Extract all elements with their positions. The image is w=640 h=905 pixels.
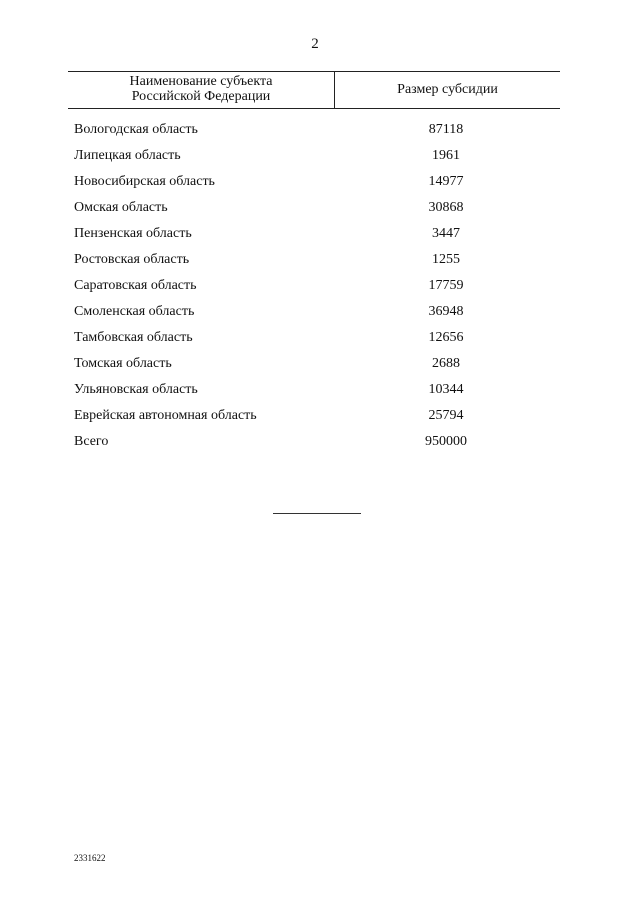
row-subject-name: Ульяновская область: [74, 382, 198, 397]
table-row: [0, 224, 640, 250]
row-subject-name: Еврейская автономная область: [74, 408, 257, 423]
table-body: [0, 120, 640, 458]
row-subject-name: Пензенская область: [74, 226, 192, 241]
header-subject-name: [68, 74, 334, 104]
row-subsidy-value: 30868: [428, 200, 464, 215]
header-subject-line-1: Наименование субъекта: [129, 74, 273, 89]
row-subject-name: Липецкая область: [74, 148, 181, 163]
row-subsidy-value: 1961: [432, 148, 460, 163]
table-header: [68, 71, 560, 109]
table-row: [0, 328, 640, 354]
header-subject-line-2: Российской Федерации: [131, 89, 271, 104]
row-total-label: Всего: [74, 434, 109, 449]
row-subject-name: Вологодская область: [74, 122, 198, 137]
row-subsidy-value: 87118: [428, 122, 464, 137]
table-row: [0, 302, 640, 328]
row-subsidy-value: 14977: [428, 174, 464, 189]
table-row: [0, 146, 640, 172]
page-number: 2: [311, 36, 319, 52]
row-subject-name: Смоленская область: [74, 304, 195, 319]
row-subsidy-value: 1255: [432, 252, 460, 267]
row-subsidy-value: 10344: [428, 382, 464, 397]
row-subject-name: Ростовская область: [74, 252, 190, 267]
table-row: [0, 198, 640, 224]
row-subject-name: Тамбовская область: [74, 330, 193, 345]
row-subsidy-value: 2688: [432, 356, 460, 371]
row-subsidy-value: 36948: [428, 304, 464, 319]
table-row: [0, 380, 640, 406]
row-subject-name: Саратовская область: [74, 278, 197, 293]
document-code: 2331622: [74, 853, 106, 863]
table-row-total: [0, 432, 640, 458]
row-subsidy-value: 12656: [428, 330, 464, 345]
table-row: [0, 172, 640, 198]
header-subsidy-size: Размер субсидии: [397, 82, 498, 97]
table-row: [0, 250, 640, 276]
table-row: [0, 276, 640, 302]
row-subsidy-value: 3447: [432, 226, 460, 241]
row-subject-name: Новосибирская область: [74, 174, 215, 189]
row-total-value: 950000: [425, 434, 467, 449]
table-row: [0, 120, 640, 146]
table-row: [0, 354, 640, 380]
row-subject-name: Омская область: [74, 200, 168, 215]
row-subject-name: Томская область: [74, 356, 172, 371]
row-subsidy-value: 17759: [428, 278, 464, 293]
table-row: [0, 406, 640, 432]
end-separator-line: [273, 513, 361, 514]
row-subsidy-value: 25794: [428, 408, 464, 423]
